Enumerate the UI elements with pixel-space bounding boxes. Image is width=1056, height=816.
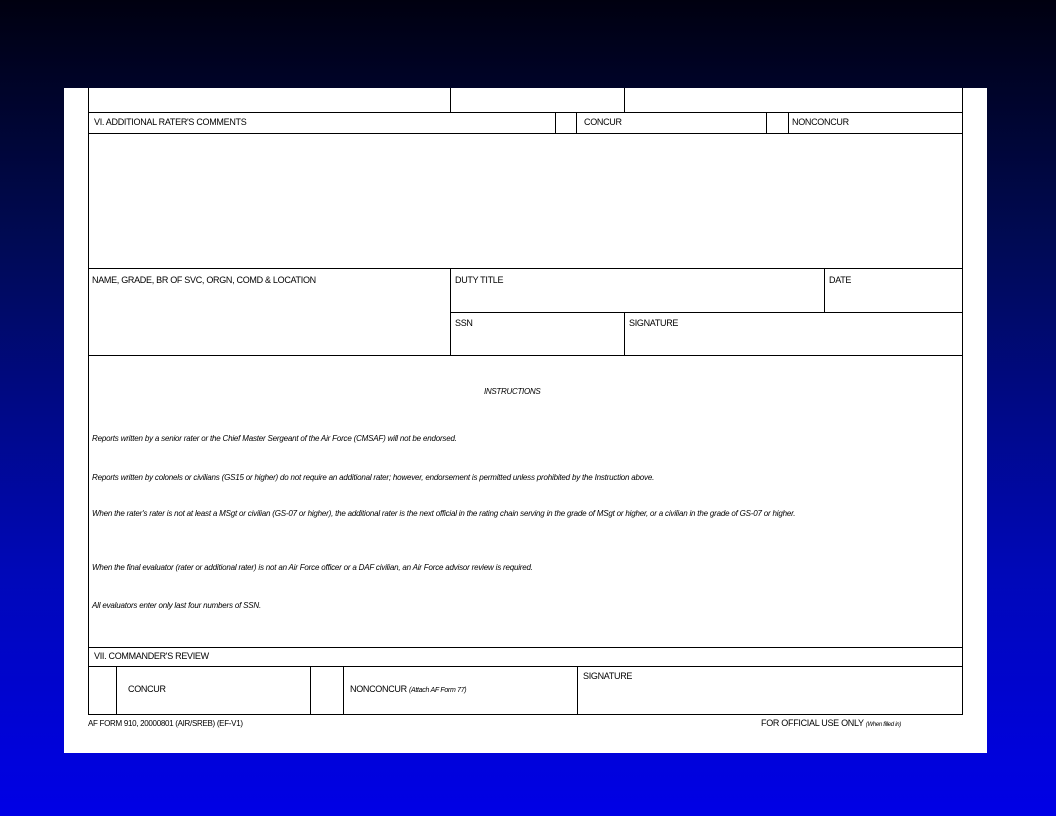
duty-title-field[interactable] bbox=[452, 286, 822, 311]
date-label: DATE bbox=[829, 275, 852, 285]
nonconcur-text: NONCONCUR bbox=[350, 684, 407, 694]
section7-top-line bbox=[88, 647, 963, 648]
section6-header-bottom-line bbox=[88, 133, 963, 134]
form-left-border bbox=[88, 88, 89, 715]
instruction-item: Reports written by a senior rater or the Chief Master Sergeant of the Air Force (CMSAF) will not be endorsed. bbox=[92, 434, 457, 443]
instruction-item: When the final evaluator (rater or additional rater) is not an Air Force officer or a DAF civilian, an Air Force advisor review is required. bbox=[92, 563, 533, 572]
instructions-top-line bbox=[88, 355, 963, 356]
signature-label: SIGNATURE bbox=[629, 318, 679, 328]
fouo-note: (When filled in) bbox=[865, 722, 901, 728]
form-right-border bbox=[962, 88, 963, 715]
section6-concur-checkbox[interactable] bbox=[556, 113, 576, 132]
form-bottom-line bbox=[88, 714, 963, 715]
top-row-divider-2 bbox=[624, 88, 625, 112]
fouo-text: FOR OFFICIAL USE ONLY bbox=[761, 718, 864, 728]
instruction-item: When the rater's rater is not at least a MSgt or civilian (GS-07 or higher), the additional rater is the next official in the rating chain serving in the grade of MSgt or higher, or a civilian in the grade of GS-07 or higher. bbox=[92, 509, 796, 518]
section7-header-bottom-line bbox=[88, 666, 963, 667]
section6-concur-box-right bbox=[576, 112, 577, 133]
top-row-divider-1 bbox=[450, 88, 451, 112]
section7-nonconcur-label bbox=[350, 684, 466, 696]
ssn-field[interactable] bbox=[452, 329, 622, 354]
section6-nonconcur-label: NONCONCUR bbox=[792, 117, 849, 127]
section6-nonconcur-box-right bbox=[788, 112, 789, 133]
ssn-row-top-line bbox=[450, 312, 963, 313]
section7-nonconcur-checkbox[interactable] bbox=[311, 667, 343, 714]
name-grade-label: NAME, GRADE, BR OF SVC, ORGN, COMD & LOCATION bbox=[92, 275, 316, 285]
signature-field[interactable] bbox=[626, 329, 960, 354]
date-divider bbox=[824, 268, 825, 312]
fouo-marking bbox=[761, 718, 901, 731]
ssn-divider bbox=[624, 312, 625, 355]
section6-concur-label: CONCUR bbox=[584, 117, 622, 127]
name-grade-field[interactable] bbox=[90, 286, 448, 352]
commander-signature-field[interactable] bbox=[579, 682, 960, 714]
section7-concur-checkbox[interactable] bbox=[89, 667, 116, 714]
instruction-item: Reports written by colonels or civilians (GS15 or higher) do not require an additional rater; however, endorsement is permitted unless prohibited by the Instruction above. bbox=[92, 473, 655, 482]
form-page bbox=[64, 88, 987, 753]
section6-nonconcur-checkbox[interactable] bbox=[767, 113, 788, 132]
section6-heading: VI. ADDITIONAL RATER'S COMMENTS bbox=[94, 117, 247, 127]
ssn-label: SSN bbox=[455, 318, 473, 328]
instruction-item: All evaluators enter only last four numbers of SSN. bbox=[92, 601, 261, 610]
date-field[interactable] bbox=[826, 286, 960, 311]
duty-title-label: DUTY TITLE bbox=[455, 275, 504, 285]
section7-heading: VII. COMMANDER'S REVIEW bbox=[94, 651, 209, 661]
section7-concur-label: CONCUR bbox=[128, 684, 166, 694]
form-id: AF FORM 910, 20000801 (AIR/SREB) (EF-V1) bbox=[88, 719, 243, 728]
section6-top-line bbox=[88, 112, 963, 113]
instructions-heading: INSTRUCTIONS bbox=[484, 387, 541, 396]
nonconcur-note: (Attach AF Form 77) bbox=[409, 687, 467, 694]
section7-signature-divider bbox=[577, 666, 578, 715]
comments-bottom-line bbox=[88, 268, 963, 269]
additional-rater-comments-area[interactable] bbox=[90, 135, 960, 267]
section7-signature-label: SIGNATURE bbox=[583, 671, 633, 681]
section7-nonconcur-box-right bbox=[343, 666, 344, 715]
section7-concur-box-right bbox=[116, 666, 117, 715]
